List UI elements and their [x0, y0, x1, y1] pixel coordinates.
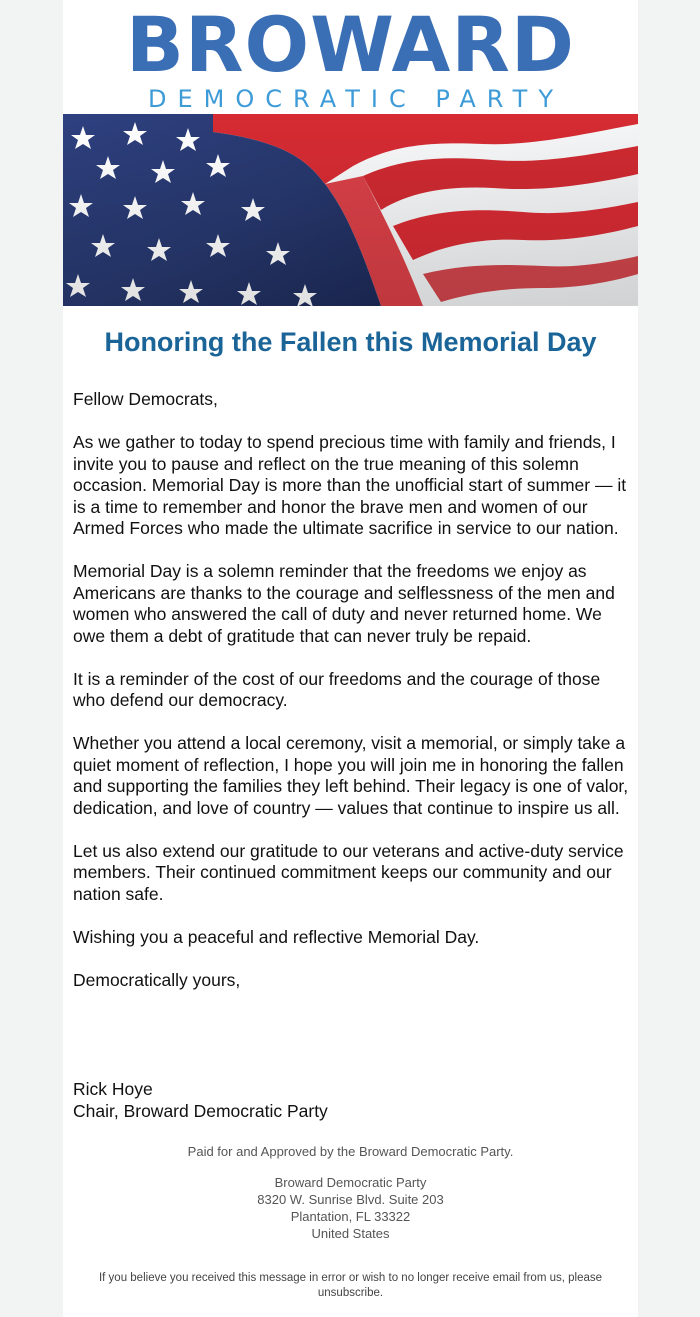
paid-for-disclaimer: Paid for and Approved by the Broward Democratic Party. [187, 1144, 514, 1159]
broward-logo [63, 0, 638, 114]
unsubscribe-period: . [379, 1287, 384, 1299]
footer [63, 1143, 638, 1242]
unsubscribe-link[interactable]: unsubscribe [317, 1287, 380, 1299]
address-street: 8320 W. Sunrise Blvd. Suite 203 [257, 1192, 444, 1207]
address-org: Broward Democratic Party [274, 1175, 427, 1190]
paragraph: As we gather to today to spend precious time with family and friends, I invite you to pause and reflect on the true meaning of this solemn occasion. Memorial Day is more than the unofficial start of summer — it is a time to remember and honor the brave men and women of our Armed Forces who made the ultimate sacrifice in service to our nation. [73, 432, 627, 538]
closing: Democratically yours, [73, 969, 241, 990]
address-country: United States [311, 1226, 390, 1241]
message-body [73, 389, 633, 1013]
mailing-address [63, 1174, 638, 1242]
logo-wordmark: BROWARD [126, 0, 575, 89]
address-city: Plantation, FL 33322 [290, 1209, 411, 1224]
signer-title: Chair, Broward Democratic Party [73, 1100, 328, 1121]
logo-subtitle: DEMOCRATIC PARTY [148, 85, 564, 113]
paragraph: Wishing you a peaceful and reflective Memorial Day. [73, 926, 480, 947]
page-title: Honoring the Fallen this Memorial Day [104, 327, 597, 357]
american-flag-image [63, 114, 638, 306]
signature [73, 1079, 633, 1122]
paragraph: Let us also extend our gratitude to our veterans and active-duty service members. Their continued commitment keeps our community and our nation safe. [73, 840, 624, 904]
unsubscribe-notice [78, 1271, 623, 1301]
paragraph: It is a reminder of the cost of our freedoms and the courage of those who defend our democracy. [73, 668, 601, 710]
unsubscribe-text: If you believe you received this message in error or wish to no longer receive email from us, please [98, 1272, 603, 1284]
greeting: Fellow Democrats, [73, 389, 218, 409]
email-container [63, 0, 638, 1317]
signer-name: Rick Hoye [73, 1079, 153, 1099]
paragraph: Whether you attend a local ceremony, visit a memorial, or simply take a quiet moment of reflection, I hope you will join me in honoring the fallen and supporting the families they left behind. Their legacy is one of valor, dedication, and love of country — values that continue to inspire us all. [73, 733, 629, 818]
paragraph: Memorial Day is a solemn reminder that the freedoms we enjoy as Americans are thanks to the courage and selflessness of the men and women who answered the call of duty and never returned home. We owe them a debt of gratitude that can never truly be repaid. [73, 561, 615, 646]
